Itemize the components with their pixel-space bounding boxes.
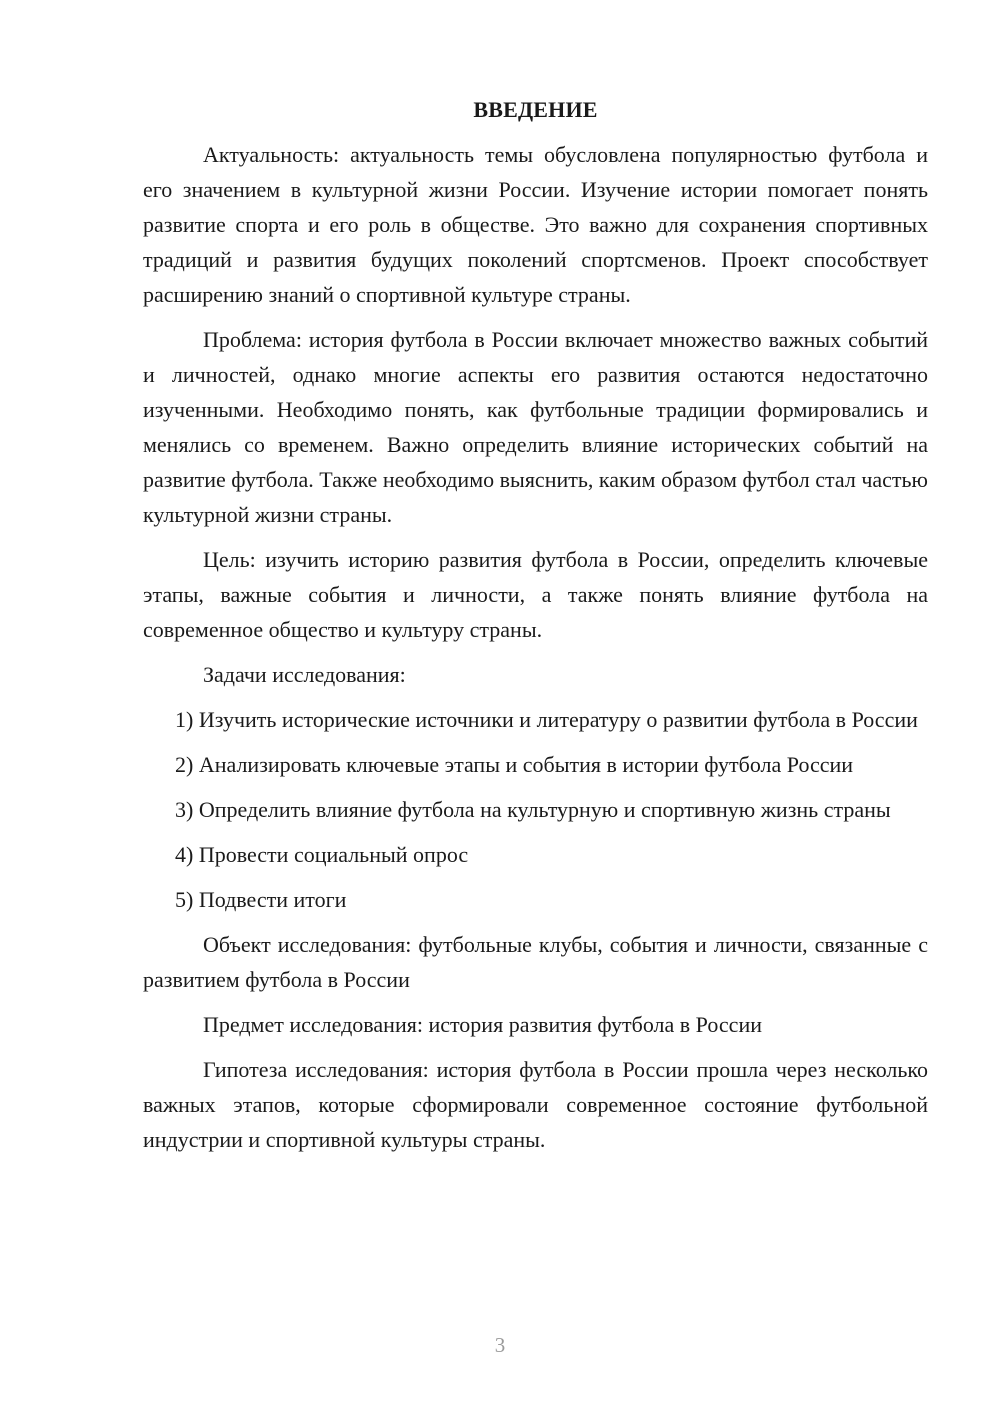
goal-paragraph: Цель: изучить историю развития футбола в России, определить ключевые этапы, важные события и личности, а также понять влияние футбола на современное общество и культуру страны.	[143, 547, 928, 642]
task-item: 4) Провести социальный опрос	[175, 842, 469, 867]
relevance-paragraph: Актуальность: актуальность темы обусловлена популярностью футбола и его значением в культурной жизни России. Изучение истории помогает понять развитие спорта и его роль в обществе. Это важно для сохранения спортивных традиций и развития будущих поколений спортсменов. Проект способствует расширению знаний о спортивной культуре страны.	[143, 142, 928, 307]
document-page	[143, 92, 928, 1157]
task-item: 2) Анализировать ключевые этапы и события в истории футбола России	[175, 752, 854, 777]
page-number: 3	[494, 1333, 506, 1357]
task-item: 3) Определить влияние футбола на культурную и спортивную жизнь страны	[175, 797, 891, 822]
subject-paragraph: Предмет исследования: история развития футбола в России	[203, 1012, 762, 1037]
task-item: 1) Изучить исторические источники и литературу о развитии футбола в России	[175, 707, 918, 732]
problem-paragraph: Проблема: история футбола в России включает множество важных событий и личностей, однако многие аспекты его развития остаются недостаточно изученными. Необходимо понять, как футбольные традиции формировались и менялись со временем. Важно определить влияние исторических событий на развитие футбола. Также необходимо выяснить, каким образом футбол стал частью культурной жизни страны.	[143, 327, 928, 527]
tasks-heading: Задачи исследования:	[203, 662, 406, 687]
section-title: ВВЕДЕНИЕ	[473, 97, 598, 122]
task-item: 5) Подвести итоги	[175, 887, 347, 912]
hypothesis-paragraph: Гипотеза исследования: история футбола в России прошла через несколько важных этапов, которые сформировали современное состояние футбольной индустрии и спортивной культуры страны.	[143, 1057, 928, 1152]
object-paragraph: Объект исследования: футбольные клубы, события и личности, связанные с развитием футбола в России	[143, 932, 928, 992]
